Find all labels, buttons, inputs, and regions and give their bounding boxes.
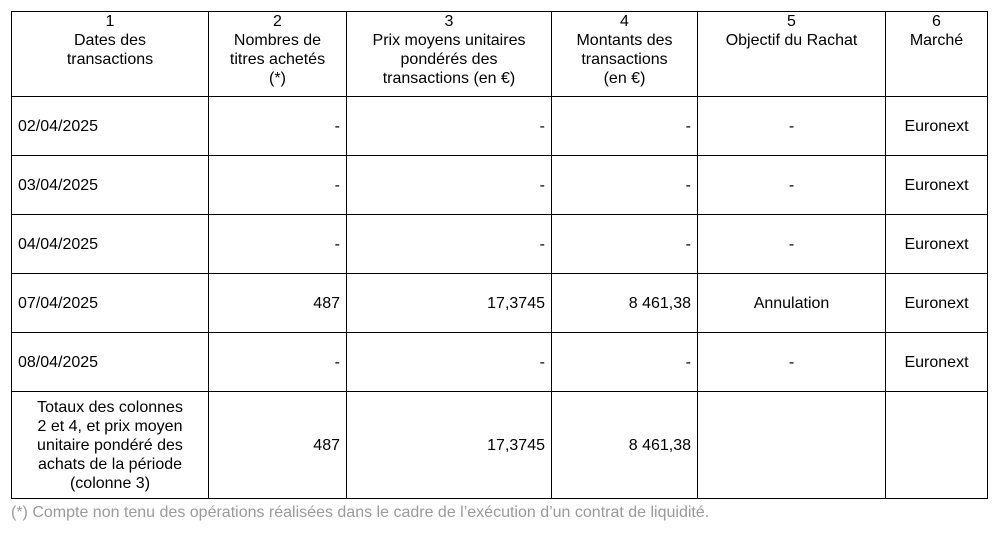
- table-row: [12, 215, 988, 274]
- cell-marche: Euronext: [886, 215, 988, 274]
- cell-date: 04/04/2025: [12, 215, 209, 274]
- total-marche: [886, 392, 988, 499]
- table-row: [12, 97, 988, 156]
- cell-date: 02/04/2025: [12, 97, 209, 156]
- cell-prix: -: [347, 215, 552, 274]
- table-row: [12, 274, 988, 333]
- header-number: 6: [932, 13, 941, 30]
- totals-label: Totaux des colonnes 2 et 4, et prix moyen unitaire pondéré des achats de la période (colonne 3): [12, 392, 209, 499]
- cell-marche: Euronext: [886, 333, 988, 392]
- cell-marche: Euronext: [886, 274, 988, 333]
- cell-objectif: -: [698, 97, 886, 156]
- cell-objectif: -: [698, 333, 886, 392]
- cell-date: 08/04/2025: [12, 333, 209, 392]
- totals-row: [12, 392, 988, 499]
- total-titres: 487: [209, 392, 347, 499]
- header-dates: [12, 12, 209, 97]
- cell-montant: -: [552, 333, 698, 392]
- header-label: Nombres de titres achetés (*): [229, 32, 326, 87]
- cell-titres: 487: [209, 274, 347, 333]
- cell-montant: -: [552, 97, 698, 156]
- header-label: Dates des transactions: [66, 32, 154, 68]
- transactions-table: [11, 11, 988, 499]
- header-number: 1: [105, 13, 115, 30]
- header-number: 4: [620, 13, 629, 30]
- header-row: [12, 12, 988, 97]
- header-label: Marché: [909, 32, 964, 49]
- cell-date: 03/04/2025: [12, 156, 209, 215]
- table-header: [12, 12, 988, 97]
- header-titres: [209, 12, 347, 97]
- header-label: Prix moyens unitaires pondérés des transactions (en €): [372, 32, 526, 87]
- total-montant: 8 461,38: [552, 392, 698, 499]
- header-montants: [552, 12, 698, 97]
- cell-montant: 8 461,38: [552, 274, 698, 333]
- cell-prix: 17,3745: [347, 274, 552, 333]
- header-number: 5: [787, 13, 796, 30]
- cell-objectif: -: [698, 156, 886, 215]
- footnote: (*) Compte non tenu des opérations réalisées dans le cadre de l’exécution d’un contrat de liquidité.: [11, 504, 710, 521]
- table-body: [12, 97, 988, 499]
- cell-prix: -: [347, 156, 552, 215]
- header-marche: [886, 12, 988, 97]
- cell-montant: -: [552, 215, 698, 274]
- header-number: 3: [444, 13, 454, 30]
- cell-titres: -: [209, 97, 347, 156]
- cell-prix: -: [347, 97, 552, 156]
- header-number: 2: [273, 13, 282, 30]
- cell-marche: Euronext: [886, 156, 988, 215]
- header-prix: [347, 12, 552, 97]
- cell-objectif: -: [698, 215, 886, 274]
- header-label: Objectif du Rachat: [725, 32, 858, 49]
- table-row: [12, 333, 988, 392]
- cell-titres: -: [209, 333, 347, 392]
- total-prix: 17,3745: [347, 392, 552, 499]
- cell-titres: -: [209, 215, 347, 274]
- cell-objectif: Annulation: [698, 274, 886, 333]
- header-label: Montants des transactions (en €): [576, 32, 673, 87]
- header-objectif: [698, 12, 886, 97]
- cell-marche: Euronext: [886, 97, 988, 156]
- cell-montant: -: [552, 156, 698, 215]
- cell-prix: -: [347, 333, 552, 392]
- table-row: [12, 156, 988, 215]
- cell-date: 07/04/2025: [12, 274, 209, 333]
- total-objectif: [698, 392, 886, 499]
- cell-titres: -: [209, 156, 347, 215]
